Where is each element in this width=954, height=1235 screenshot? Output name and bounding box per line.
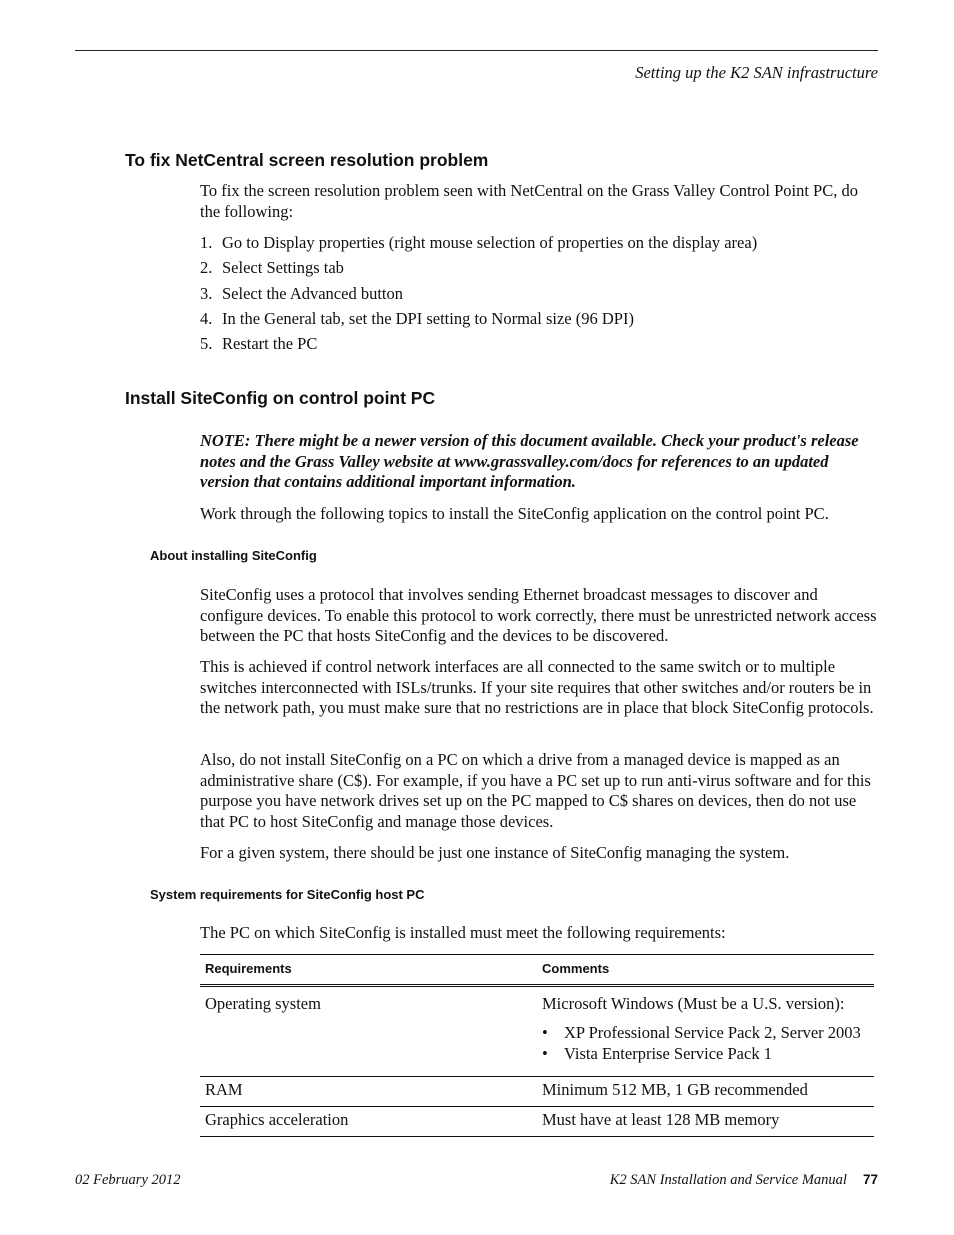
list-item: 3. Select the Advanced button: [200, 283, 403, 303]
heading-system-requirements: System requirements for SiteConfig host PC: [150, 887, 425, 902]
sysreq-intro-paragraph: The PC on which SiteConfig is installed must meet the following requirements:: [200, 923, 726, 942]
about-paragraph-2: This is achieved if control network interfaces are all connected to the same switch or to multiple switches interconnected with ISLs/trunks. If your site requires that other switches and/or routers be in the network path, you must make sure that no restrictions are in place that block SiteConfig protocols.: [200, 657, 874, 717]
table-cell-requirement: Operating system: [205, 994, 321, 1013]
table-cell-comment: [542, 994, 861, 1064]
heading-about-installing: About installing SiteConfig: [150, 548, 317, 563]
table-row: [200, 1077, 874, 1107]
table-cell-requirement: Graphics acceleration: [205, 1110, 349, 1129]
footer-right: [610, 1172, 878, 1189]
list-item: • Vista Enterprise Service Pack 1: [542, 1044, 772, 1063]
fix-intro-paragraph: To fix the screen resolution problem seen with NetCentral on the Grass Valley Control Point PC, do the following:: [200, 181, 858, 221]
about-paragraph-4: For a given system, there should be just one instance of SiteConfig managing the system.: [200, 843, 790, 862]
running-header: Setting up the K2 SAN infrastructure: [635, 63, 878, 82]
column-header-requirements: Requirements: [205, 961, 292, 976]
about-paragraph-1: SiteConfig uses a protocol that involves sending Ethernet broadcast messages to discover and configure devices. To enable this protocol to work correctly, there must be unrestricted network access between the PC that hosts SiteConfig and the devices to be discovered.: [200, 585, 877, 645]
comment-text: Microsoft Windows (Must be a U.S. version):: [542, 994, 845, 1013]
install-intro-paragraph: Work through the following topics to install the SiteConfig application on the control point PC.: [200, 504, 829, 523]
table-cell-comment: Minimum 512 MB, 1 GB recommended: [542, 1080, 808, 1099]
fix-steps-list: [200, 232, 757, 358]
footer-manual-title: K2 SAN Installation and Service Manual: [609, 1172, 847, 1188]
column-header-comments: Comments: [542, 961, 610, 976]
list-item: 1. Go to Display properties (right mouse selection of properties on the display area): [200, 233, 758, 252]
about-paragraph-3: Also, do not install SiteConfig on a PC on which a drive from a managed device is mapped as an administrative share (C$). For example, if you have a PC set up to run anti-virus software and for this purpose you have network drives set up on the PC mapped to C$ shares on devices, then do not use that PC to host SiteConfig and manage those devices.: [200, 750, 871, 831]
footer-date: 02 February 2012: [75, 1172, 181, 1188]
list-item: 4. In the General tab, set the DPI setting to Normal size (96 DPI): [200, 308, 634, 328]
table-header-row: [200, 954, 874, 987]
list-item: 2. Select Settings tab: [200, 258, 344, 278]
heading-install-siteconfig: Install SiteConfig on control point PC: [125, 388, 436, 408]
header-rule: [75, 50, 878, 51]
requirements-table: [200, 954, 874, 1137]
table-cell-comment: Must have at least 128 MB memory: [542, 1110, 780, 1129]
page-number: 77: [862, 1172, 878, 1187]
table-row: [200, 987, 874, 1077]
table-cell-requirement: RAM: [205, 1080, 243, 1099]
os-bullet-list: [542, 1022, 861, 1064]
list-item: 5. Restart the PC: [200, 334, 318, 354]
note-paragraph: NOTE: There might be a newer version of this document available. Check your product's release notes and the Grass Valley website at www.grassvalley.com/docs for references to an updated version that contains additional important information.: [200, 431, 859, 491]
table-row: [200, 1107, 874, 1137]
list-item: • XP Professional Service Pack 2, Server 2003: [542, 1023, 861, 1042]
heading-fix-netcentral: To fix NetCentral screen resolution problem: [125, 150, 489, 170]
